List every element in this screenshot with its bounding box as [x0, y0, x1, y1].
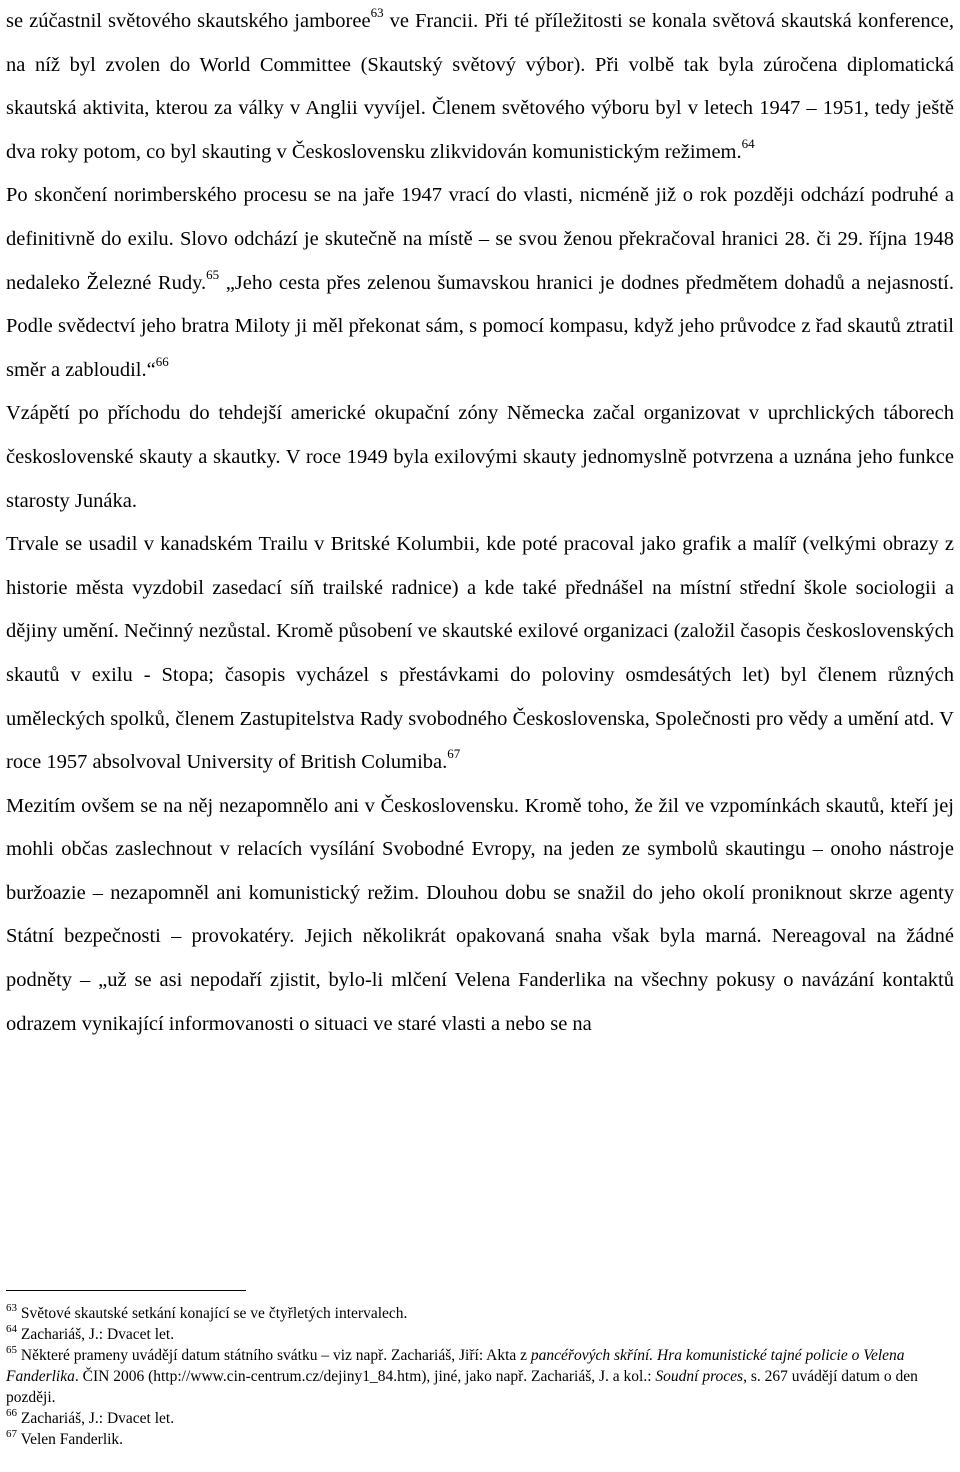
footnote-title: pancéřových skříní. Hra komunistické tajné policie o Velena Fanderlika	[6, 1347, 905, 1385]
footnote-text: . ČIN 2006 (http://www.cin-centrum.cz/dejiny1_84.htm), jiné, jako např. Zachariáš, J. a kol.:	[74, 1368, 656, 1385]
paragraph-text: Mezitím ovšem se na něj nezapomnělo ani v Československu. Kromě toho, že žil ve vzpomínkách skautů, kteří jej mohli občas zaslechnout v relacích vysílání Svobodné Evropy, na jeden ze symbolů skautingu – onoho nástroje buržoazie – nezapomněl ani komunistický režim. Dlouhou dobu se snažil do jeho okolí proniknout skrze agenty Státní bezpečnosti – provokatéry. Jejich několikrát opakovaná snaha však byla marná. Nereagoval na žádné podněty – „už se asi nepodaří zjistit, bylo-li mlčení Velena Fanderlika na všechny pokusy o navázání kontaktů odrazem vynikající informovanosti o situaci ve staré vlasti a nebo se na	[6, 794, 954, 1035]
footnote-ref[interactable]: 64	[741, 135, 755, 151]
paragraph	[6, 174, 954, 392]
footnote-number: 64	[6, 1322, 17, 1335]
footnote-text: Světové skautské setkání konající se ve čtyřletých intervalech.	[20, 1305, 408, 1322]
paragraph-text: se zúčastnil světového skautského jamboree	[6, 10, 371, 32]
paragraph-text: Po skončení norimberského procesu se na jaře 1947 vrací do vlasti, nicméně již o rok později odchází podruhé a definitivně do exilu. Slovo odchází je skutečně na místě – se svou ženou překračoval hranici 28. či 29. října 1948 nedaleko Železné Rudy.	[6, 184, 954, 294]
footnote-64	[6, 1324, 930, 1345]
footnote-ref[interactable]: 63	[370, 5, 384, 21]
paragraph-text: „Jeho cesta přes zelenou šumavskou hranici je dodnes předmětem dohadů a nejasností. Podle svědectví jeho bratra Miloty ji měl překonat sám, s pomocí kompasu, když jeho průvodce z řad skautů ztratil směr a zabloudil.“	[6, 271, 954, 381]
paragraph	[6, 0, 954, 174]
footnote-number: 67	[6, 1427, 17, 1440]
footnotes	[6, 1303, 930, 1450]
paragraph	[6, 392, 954, 523]
footnote-66	[6, 1408, 930, 1429]
paragraph	[6, 785, 954, 1047]
paragraph-text: ve Francii. Při té příležitosti se konala světová skautská konference, na níž byl zvolen do World Committee (Skautský světový výbor). Při volbě tak byla zúročena diplomatická skautská aktivita, kterou za války v Anglii vyvíjel. Členem světového výboru byl v letech 1947 – 1951, tedy ještě dva roky potom, co byl skauting v Československu zlikvidován komunistickým režimem.	[6, 10, 954, 163]
paragraph-text: Trvale se usadil v kanadském Trailu v Britské Kolumbii, kde poté pracoval jako grafik a malíř (velkými obrazy z historie města vyzdobil zasedací síň trailské radnice) a kde také přednášel na místní střední škole sociologii a dějiny umění. Nečinný nezůstal. Kromě působení ve skautské exilové organizaci (založil časopis československých skautů v exilu - Stopa; časopis vycházel s přestávkami do poloviny osmdesátých let) byl členem různých uměleckých spolků, členem Zastupitelstva Rady svobodného Československa, Společnosti pro vědy a umění atd. V roce 1957 absolvoval University of British Columiba.	[6, 533, 954, 774]
footnote-title: Soudní proces	[655, 1368, 744, 1385]
footnote-number: 63	[6, 1301, 17, 1314]
footnote-number: 66	[6, 1406, 17, 1419]
footnote-ref[interactable]: 65	[206, 266, 220, 282]
paragraph-text: Vzápětí po příchodu do tehdejší americké okupační zóny Německa začal organizovat v uprchlických táborech československé skauty a skautky. V roce 1949 byla exilovými skauty jednomyslně potvrzena a uznána jeho funkce starosty Junáka.	[6, 402, 954, 512]
footnote-ref[interactable]: 66	[155, 353, 169, 369]
paragraph	[6, 523, 954, 785]
footnote-67	[6, 1429, 930, 1450]
footnote-text: Zachariáš, J.: Dvacet let.	[20, 1410, 175, 1427]
footnote-text: Některé prameny uvádějí datum státního svátku – viz např. Zachariáš, Jiří: Akta z	[20, 1347, 531, 1364]
footnote-text: Zachariáš, J.: Dvacet let.	[20, 1326, 175, 1343]
main-text	[6, 0, 954, 1046]
footnote-63	[6, 1303, 930, 1324]
footnote-separator	[6, 1290, 246, 1291]
footnote-65	[6, 1345, 930, 1408]
footnote-text: Velen Fanderlik.	[20, 1431, 124, 1448]
footnote-ref[interactable]: 67	[447, 746, 461, 762]
footnote-number: 65	[6, 1343, 17, 1356]
footnote-text: , s. 267 uvádějí datum o den později.	[6, 1368, 918, 1406]
